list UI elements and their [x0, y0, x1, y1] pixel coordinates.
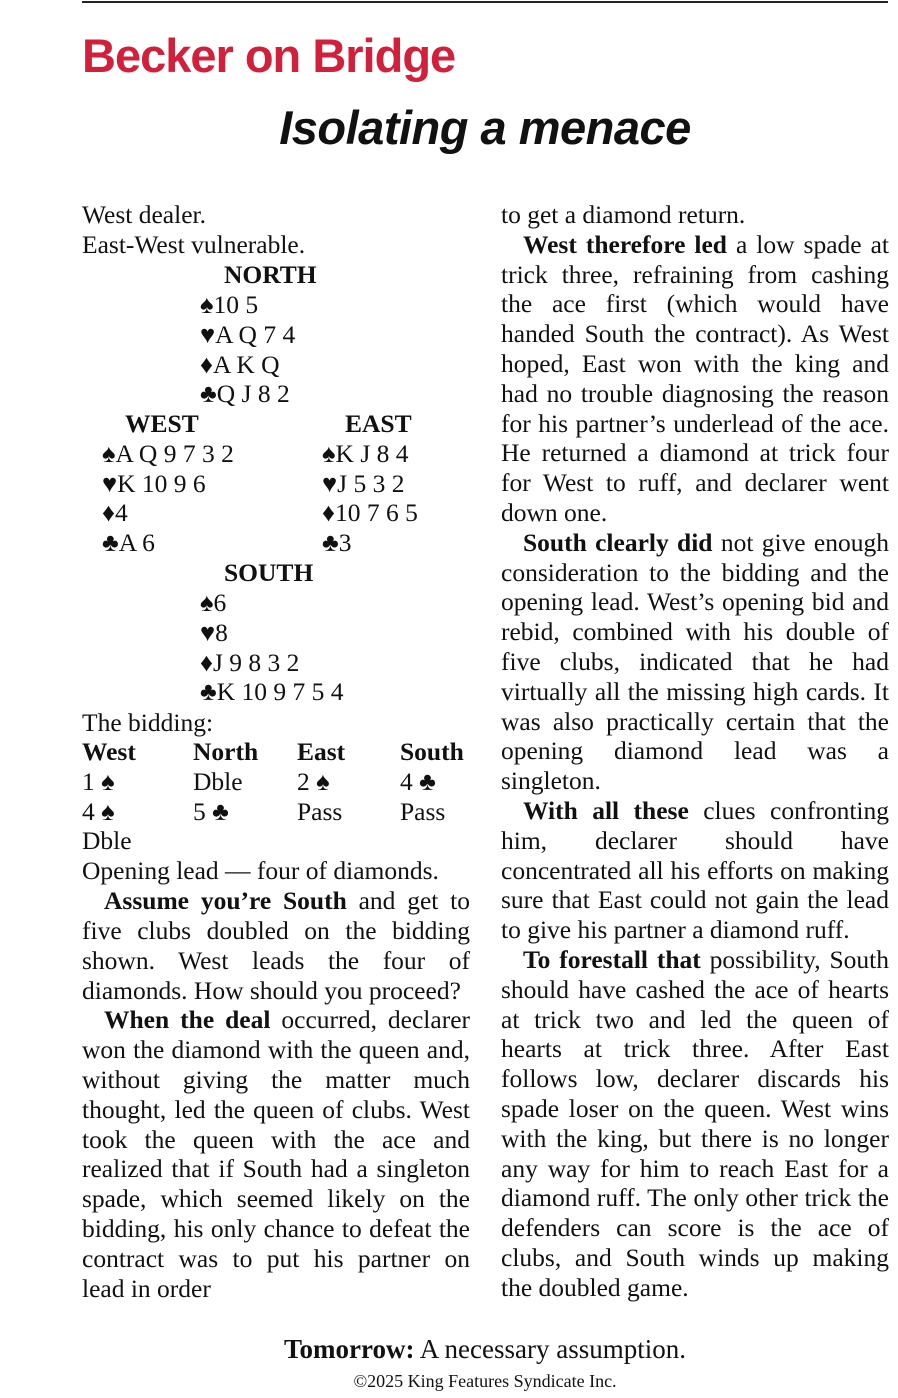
north-clubs: ♣Q J 8 2	[200, 378, 290, 408]
bid-cell: 2 ♠	[297, 767, 330, 797]
bid-cell: 5 ♣	[193, 797, 229, 827]
east-diamonds: ♦10 7 6 5	[322, 497, 418, 527]
east-spades: ♠K J 8 4	[322, 438, 409, 468]
paragraph-lead-in: With all these	[523, 795, 689, 825]
paragraph-lead-in: To forestall that	[523, 944, 701, 974]
article-paragraph	[82, 1005, 470, 1303]
north-diamonds: ♦A K Q	[200, 349, 280, 379]
bid-cell: Pass	[400, 797, 446, 827]
west-hearts: ♥K 10 9 6	[102, 468, 206, 498]
paragraph-text: clues confronting him, declarer should have concentrated all his efforts on making sure that East could not gain the lead to give his partner a diamond ruff.	[501, 795, 889, 945]
article-paragraph	[82, 886, 470, 1005]
copyright-notice: ©2025 King Features Syndicate Inc.	[353, 1371, 617, 1391]
paragraph-text: occurred, declarer won the diamond with the queen and, without giving the matter much thought, led the queen of clubs. West took the queen with the ace and realized that if South had a singleton spade, which seemed likely on the bidding, his only chance to defeat the contract was to put his partner on lead in order	[82, 1005, 471, 1303]
north-spades: ♠10 5	[200, 289, 259, 319]
west-spades: ♠A Q 9 7 3 2	[102, 438, 234, 468]
paragraph-text: possibility, South should have cashed the ace of hearts at trick two and led the queen of hearts at trick three. After East follows low, declarer discards his spade loser on the queen. West wins with the king, but there is no longer any way for him to reach East for a diamond ruff. The only other trick the defenders can score is the ace of clubs, and South winds up making the doubled game.	[501, 944, 889, 1302]
dealer-line: West dealer.	[82, 200, 206, 229]
south-hearts: ♥8	[200, 617, 228, 647]
paragraph-lead-in: South clearly did	[523, 527, 713, 557]
left-column	[82, 200, 470, 1303]
south-spades: ♠6	[200, 587, 227, 617]
bidding-header-west: West	[82, 737, 136, 767]
east-label: EAST	[345, 408, 412, 438]
paragraph-lead-in: West therefore led	[523, 229, 727, 259]
north-hearts: ♥A Q 7 4	[200, 319, 296, 349]
bid-cell: Dble	[82, 826, 132, 856]
east-clubs: ♣3	[322, 527, 352, 557]
article-headline: Isolating a menace	[279, 101, 691, 154]
east-hearts: ♥J 5 3 2	[322, 468, 405, 498]
right-column	[501, 200, 889, 1302]
south-clubs: ♣K 10 9 7 5 4	[200, 676, 344, 706]
bid-cell: Dble	[193, 767, 243, 797]
bidding-header-north: North	[193, 737, 259, 767]
article-paragraph	[501, 200, 889, 230]
tomorrow-label: Tomorrow:	[284, 1334, 415, 1364]
tomorrow-text: A necessary assumption.	[414, 1334, 686, 1364]
tomorrow-teaser	[82, 1332, 888, 1366]
article-paragraph	[501, 945, 889, 1303]
south-label: SOUTH	[224, 557, 314, 587]
paragraph-text: not give enough consideration to the bidding and the opening lead. West’s opening bid and rebid, combined with his double of five clubs, indicated that he had virtually all the missing high cards. It was also practically certain that the opening diamond lead was a singleton.	[501, 527, 889, 796]
north-label: NORTH	[224, 259, 317, 289]
column-masthead: Becker on Bridge	[82, 29, 456, 82]
vulnerability-line: East-West vulnerable.	[82, 229, 306, 259]
bid-cell: 4 ♣	[400, 767, 436, 797]
bid-cell: Pass	[297, 797, 343, 827]
paragraph-lead-in: Assume you’re South	[104, 886, 347, 916]
bidding-table	[82, 737, 470, 856]
bidding-label: The bidding:	[82, 707, 214, 737]
top-rule	[82, 1, 888, 3]
article-paragraph	[501, 528, 889, 796]
bidding-header-east: East	[297, 737, 346, 767]
paragraph-text: to get a diamond return.	[501, 200, 746, 229]
article-paragraph	[501, 796, 889, 945]
south-diamonds: ♦J 9 8 3 2	[200, 647, 300, 677]
paragraph-text: and get to five clubs doubled on the bidding shown. West leads the four of diamonds. How should you proceed?	[82, 886, 470, 1005]
west-clubs: ♣A 6	[102, 527, 155, 557]
west-label: WEST	[125, 408, 199, 438]
opening-lead: Opening lead — four of diamonds.	[82, 856, 439, 886]
paragraph-text: a low spade at trick three, refraining from cashing the ace first (which would have handed South the contract). As West hoped, East won with the king and had no trouble diagnosing the reason for his partner’s underlead of the ace. He returned a diamond at trick four for West to ruff, and declarer went down one.	[501, 229, 890, 527]
bid-cell: 1 ♠	[82, 767, 115, 797]
deal-diagram	[82, 260, 470, 737]
bidding-header-south: South	[400, 737, 464, 767]
bid-cell: 4 ♠	[82, 797, 115, 827]
paragraph-lead-in: When the deal	[104, 1005, 271, 1035]
west-diamonds: ♦4	[102, 497, 128, 527]
article-paragraph	[501, 230, 889, 528]
